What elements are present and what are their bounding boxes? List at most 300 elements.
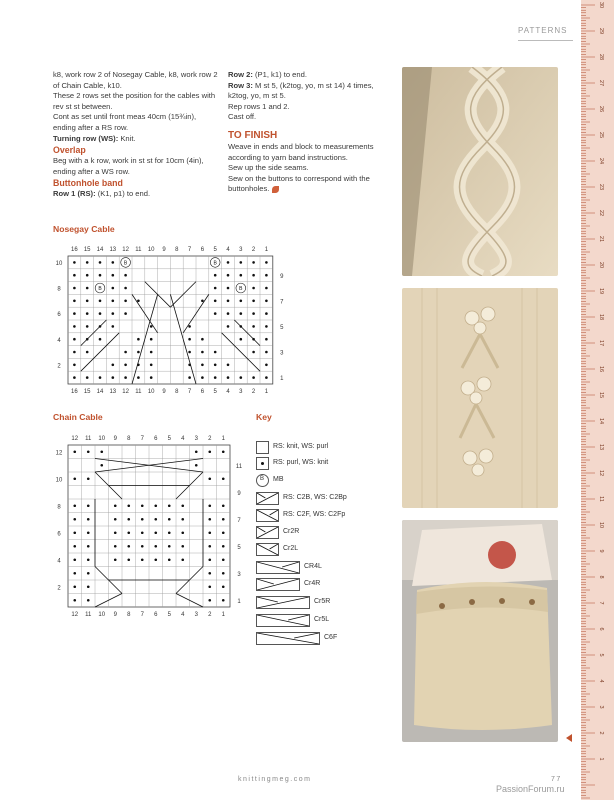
purl-dot: [214, 274, 217, 277]
col-number: 12: [122, 389, 129, 395]
section-label: PATTERNS: [518, 26, 568, 35]
page-number: 77: [551, 776, 562, 783]
cable-cushion-photo: [402, 67, 558, 276]
col-number: 2: [251, 247, 256, 253]
row-number: 5: [237, 544, 241, 551]
col-number: 8: [127, 436, 131, 442]
purl-dot: [73, 300, 76, 303]
purl-dot: [208, 518, 211, 521]
purl-dot: [240, 274, 243, 277]
ruler-label: 7: [598, 601, 604, 605]
nosegay-cushion-photo: [402, 288, 558, 508]
row3-label: Row 3:: [228, 80, 253, 90]
row-number: 2: [57, 585, 61, 592]
ruler-label: 5: [598, 653, 604, 657]
ruler-label: 24: [598, 157, 604, 165]
col-number: 6: [154, 436, 158, 442]
row-number: 8: [57, 504, 61, 511]
ruler-label: 29: [598, 27, 604, 35]
purl-dot: [127, 531, 130, 534]
purl-dot: [222, 504, 225, 507]
purl-dot: [112, 364, 115, 367]
overlap-text: Beg with a k row, work in st st for 10cm (4in), ending after a WS row.: [53, 156, 204, 176]
purl-dot: [252, 274, 255, 277]
col-number: 16: [71, 247, 78, 253]
key-swatch: [256, 457, 269, 470]
purl-dot: [222, 599, 225, 602]
row-number: 3: [280, 350, 284, 357]
turning-row-label: Turning row (WS):: [53, 133, 119, 143]
tape-measure: [581, 0, 614, 800]
finish-text-2: Sew up the side seams.: [228, 163, 309, 173]
purl-dot: [265, 351, 268, 354]
cable-symbol-icon: [257, 597, 309, 608]
row2-label: Row 2:: [228, 70, 253, 79]
key-swatch: [256, 632, 320, 645]
cable-symbol-icon: [257, 633, 319, 644]
col-number: 15: [83, 247, 91, 253]
col-number: 6: [154, 612, 158, 618]
row-number: 7: [237, 517, 241, 524]
row1-label: Row 1 (RS):: [53, 189, 96, 199]
intro-text: k8, work row 2 of Nosegay Cable, k8, work row 2 of Chain Cable, k10.: [53, 70, 218, 90]
watermark: PassionForum.ru: [496, 784, 565, 794]
purl-dot: [100, 464, 103, 467]
col-number: 4: [226, 247, 230, 253]
purl-dot: [201, 364, 204, 367]
purl-dot: [240, 312, 243, 315]
row-number: 1: [280, 376, 284, 383]
purl-dot: [73, 599, 76, 602]
col-number: 11: [135, 247, 142, 253]
purl-dot: [99, 338, 102, 341]
ruler-label: 8: [598, 575, 604, 579]
purl-dot: [240, 376, 243, 379]
ruler-label: 21: [598, 235, 604, 243]
row-number: 6: [57, 312, 61, 319]
purl-dot: [114, 518, 117, 521]
purl-dot: [87, 585, 90, 588]
ruler-label: 1: [598, 757, 604, 761]
purl-dot: [265, 364, 268, 367]
purl-dot: [208, 450, 211, 453]
finish-text-1: Weave in ends and block to measurements according to yarn band instructions.: [228, 141, 374, 162]
turning-row: [53, 134, 218, 145]
row-number: 12: [55, 450, 63, 457]
key-swatch: [256, 509, 279, 522]
footer-site: knittingmeg.com: [238, 776, 312, 783]
purl-dot: [208, 585, 211, 588]
cable-symbol-icon: [257, 562, 299, 573]
purl-dot: [214, 300, 217, 303]
purl-dot: [73, 261, 76, 264]
left-text-column: [53, 70, 218, 200]
purl-dot: [73, 558, 76, 561]
col-number: 4: [181, 612, 185, 618]
purl-dot: [114, 531, 117, 534]
purl-dot: [141, 545, 144, 548]
purl-dot: [112, 287, 115, 290]
ruler-label: 11: [598, 496, 604, 502]
purl-dot: [252, 261, 255, 264]
col-number: 2: [251, 389, 256, 395]
purl-dot: [99, 274, 102, 277]
purl-dot: [154, 531, 157, 534]
purl-dot: [137, 338, 140, 341]
purl-dot: [222, 477, 225, 480]
purl-dot: [73, 274, 76, 277]
purl-dot: [154, 558, 157, 561]
col-number: 16: [71, 389, 78, 395]
purl-dot: [168, 504, 171, 507]
end-leaf-icon: [272, 186, 279, 193]
purl-dot: [87, 450, 90, 453]
purl-dot: [99, 312, 102, 315]
purl-dot: [227, 261, 230, 264]
buttonhole-heading: Buttonhole band: [53, 178, 123, 189]
row3: [228, 81, 390, 102]
col-number: 2: [208, 612, 212, 618]
purl-dot: [127, 558, 130, 561]
finish-heading: TO FINISH: [228, 129, 278, 141]
key-label: C6F: [324, 634, 338, 641]
header-divider: [518, 40, 573, 41]
purl-dot: [141, 518, 144, 521]
col-number: 3: [194, 612, 198, 618]
purl-dot: [154, 518, 157, 521]
col-number: 12: [122, 247, 129, 253]
purl-dot: [252, 325, 255, 328]
ruler-label: 25: [598, 131, 604, 139]
purl-dot: [208, 477, 211, 480]
col-number: 10: [98, 436, 106, 442]
key-swatch: [256, 614, 310, 627]
purl-dot: [227, 376, 230, 379]
purl-dot: [87, 518, 90, 521]
key-swatch: [256, 543, 279, 556]
purl-dot: [181, 531, 184, 534]
col-number: 11: [85, 612, 92, 618]
purl-dot: [252, 300, 255, 303]
purl-dot: [73, 325, 76, 328]
purl-dot: [73, 450, 76, 453]
paragraph-2: These 2 rows set the position for the cables with rev st st between.: [53, 91, 216, 111]
ruler-label: 26: [598, 105, 604, 113]
cable-symbol-icon: [257, 510, 278, 521]
purl-dot: [195, 464, 198, 467]
buttonhole-row1: [53, 189, 218, 200]
purl-dot: [112, 312, 115, 315]
paragraph-3: Cont as set until front meas 40cm (15¾in), ending after a RS row.: [53, 112, 197, 132]
purl-dot: [208, 599, 211, 602]
purl-dot: [208, 504, 211, 507]
key-label: Cr5R: [314, 598, 331, 605]
key-swatch: [256, 596, 310, 609]
purl-dot: [86, 351, 89, 354]
purl-dot: [181, 545, 184, 548]
cable-symbol-icon: [257, 527, 278, 538]
purl-dot: [227, 312, 230, 315]
purl-dot: [137, 376, 140, 379]
purl-dot: [73, 364, 76, 367]
ruler-label: 14: [598, 417, 604, 425]
purl-dot: [124, 376, 127, 379]
purl-dot: [222, 531, 225, 534]
purl-dot: [137, 300, 140, 303]
nosegay-chart: [45, 238, 295, 403]
key-swatch: [256, 474, 269, 487]
purl-dot: [99, 376, 102, 379]
row-number: 7: [280, 299, 284, 306]
key-label: MB: [273, 476, 284, 483]
key-label: Cr2R: [283, 528, 300, 535]
purl-dot: [265, 287, 268, 290]
purl-dot: [112, 274, 115, 277]
purl-dot: [252, 312, 255, 315]
purl-dot: [73, 585, 76, 588]
col-number: 1: [221, 436, 225, 442]
col-number: 1: [221, 612, 225, 618]
purl-dot: [114, 504, 117, 507]
purl-dot: [73, 518, 76, 521]
col-number: 9: [113, 612, 117, 618]
ruler-label: 12: [598, 469, 604, 477]
row2-text: (P1, k1) to end.: [252, 70, 307, 79]
purl-dot: [240, 261, 243, 264]
row-number: 9: [237, 490, 241, 497]
purl-dot: [73, 338, 76, 341]
purl-dot: [214, 351, 217, 354]
purl-dot: [86, 312, 89, 315]
purl-dot: [141, 504, 144, 507]
purl-dot: [222, 518, 225, 521]
nosegay-title: Nosegay Cable: [53, 224, 115, 234]
key-swatch: [256, 561, 300, 574]
purl-dot: [137, 351, 140, 354]
purl-dot: [86, 300, 89, 303]
col-number: 3: [194, 436, 198, 442]
key-label: Cr5L: [314, 616, 330, 623]
purl-dot: [100, 450, 103, 453]
col-number: 12: [71, 436, 79, 442]
purl-dot: [208, 531, 211, 534]
purl-dot: [188, 338, 191, 341]
row-number: 1: [237, 598, 241, 605]
purl-dot: [114, 545, 117, 548]
purl-dot: [86, 325, 89, 328]
purl-dot: [168, 518, 171, 521]
purl-dot: [222, 572, 225, 575]
purl-dot: [112, 261, 115, 264]
col-number: 4: [226, 389, 230, 395]
overlap-heading: Overlap: [53, 145, 86, 156]
turning-row-text: Knit.: [118, 133, 136, 143]
purl-dot: [86, 376, 89, 379]
cable-symbol-icon: [257, 615, 309, 626]
row-number: 11: [235, 463, 243, 470]
key-label: RS: knit, WS: purl: [273, 443, 329, 450]
right-text-column: [228, 70, 390, 195]
row-number: 4: [57, 337, 61, 344]
key-label: RS: purl, WS: knit: [273, 459, 329, 466]
mb-symbol: B: [260, 476, 265, 482]
cast-off-text: Cast off.: [228, 112, 257, 122]
row-number: 10: [55, 477, 63, 484]
purl-dot: [150, 325, 153, 328]
purl-dot: [188, 351, 191, 354]
purl-dot: [265, 261, 268, 264]
ruler-label: 27: [598, 79, 604, 87]
key-swatch: [256, 441, 269, 454]
purl-dot: [112, 325, 115, 328]
ruler-label: 17: [598, 339, 604, 347]
purl-dot: [73, 477, 76, 480]
col-number: 7: [140, 436, 144, 442]
purl-dot: [222, 450, 225, 453]
row-number: 4: [57, 558, 61, 565]
purl-dot: [208, 545, 211, 548]
bobble-label: B: [123, 260, 128, 267]
ruler-label: 16: [598, 365, 604, 373]
ruler-ticks: [581, 0, 614, 800]
key-label: CR4L: [304, 563, 322, 570]
purl-dot: [240, 338, 243, 341]
purl-dot: [86, 287, 89, 290]
chain-title: Chain Cable: [53, 412, 103, 422]
purl-dot: [73, 572, 76, 575]
purl-dot: [168, 531, 171, 534]
purl-dot: [154, 504, 157, 507]
col-number: 6: [200, 389, 205, 395]
col-number: 5: [167, 436, 171, 442]
ruler-label: 3: [598, 705, 604, 709]
purl-dot: [73, 531, 76, 534]
col-number: 5: [213, 389, 217, 395]
col-number: 10: [147, 389, 155, 395]
purl-dot: [150, 376, 153, 379]
ruler-label: 30: [598, 1, 604, 9]
purl-dot: [265, 274, 268, 277]
purl-dot: [87, 558, 90, 561]
col-number: 1: [264, 247, 269, 253]
purl-dot: [73, 545, 76, 548]
purl-dot: [87, 572, 90, 575]
ruler-label: 6: [598, 627, 604, 631]
page-marker-icon: [566, 734, 572, 742]
purl-dot: [112, 376, 115, 379]
ruler-label: 18: [598, 313, 604, 321]
row2: [228, 70, 390, 81]
col-number: 7: [187, 389, 192, 395]
key-label: Cr4R: [304, 580, 321, 587]
col-number: 2: [208, 436, 212, 442]
purl-dot: [214, 312, 217, 315]
purl-dot: [87, 504, 90, 507]
purl-dot: [252, 287, 255, 290]
purl-dot: [188, 376, 191, 379]
purl-dot: [87, 599, 90, 602]
purl-dot: [154, 545, 157, 548]
repeat-text: Rep rows 1 and 2.: [228, 101, 290, 111]
key-swatch: [256, 492, 279, 505]
col-number: 14: [96, 389, 104, 395]
cable-symbol-icon: [257, 493, 278, 504]
col-number: 6: [200, 247, 205, 253]
purl-dot: [188, 325, 191, 328]
row-number: 3: [237, 571, 241, 578]
purl-dot: [124, 287, 127, 290]
row-number: 10: [55, 260, 63, 267]
col-number: 9: [162, 247, 166, 253]
ruler-label: 2: [598, 731, 604, 735]
col-number: 15: [83, 389, 91, 395]
purl-dot: [168, 558, 171, 561]
ruler-label: 4: [598, 679, 604, 683]
purl-dot: [227, 325, 230, 328]
purl-dot: [73, 312, 76, 315]
purl-dot: [265, 312, 268, 315]
purl-dot: [201, 351, 204, 354]
col-number: 8: [175, 247, 179, 253]
purl-dot: [214, 364, 217, 367]
col-number: 11: [85, 436, 92, 442]
col-number: 10: [147, 247, 155, 253]
ruler-label: 15: [598, 391, 604, 399]
purl-dot: [227, 364, 230, 367]
purl-dot: [201, 376, 204, 379]
purl-dot: [112, 300, 115, 303]
col-number: 10: [98, 612, 106, 618]
col-number: 9: [113, 436, 117, 442]
col-number: 5: [213, 247, 217, 253]
col-number: 13: [109, 389, 117, 395]
key-swatch: [256, 578, 300, 591]
col-number: 13: [109, 247, 117, 253]
purl-dot: [222, 558, 225, 561]
purl-dot: [208, 572, 211, 575]
col-number: 8: [127, 612, 131, 618]
purl-dot: [240, 300, 243, 303]
purl-dot: [195, 450, 198, 453]
key-label: RS: C2F, WS: C2Fp: [283, 511, 346, 518]
col-number: 7: [140, 612, 144, 618]
ruler-label: 19: [598, 287, 604, 295]
purl-dot: [227, 274, 230, 277]
ruler-label: 9: [598, 549, 604, 553]
purl-dot: [86, 261, 89, 264]
purl-dot: [265, 325, 268, 328]
key-label: RS: C2B, WS: C2Bp: [283, 494, 347, 501]
ruler-label: 28: [598, 53, 604, 61]
col-number: 8: [175, 389, 179, 395]
purl-dot: [252, 351, 255, 354]
row1-text: (K1, p1) to end.: [95, 189, 151, 199]
col-number: 5: [167, 612, 171, 618]
key-swatch: [256, 526, 279, 539]
purl-dot: [114, 558, 117, 561]
row3-text: M st 5, (k2tog, yo, m st 14) 4 times, k2tog, yo, m st 5.: [228, 80, 374, 101]
col-number: 12: [71, 612, 79, 618]
purl-dot: [124, 364, 127, 367]
ruler-label: 10: [598, 521, 604, 529]
key-label: Cr2L: [283, 545, 299, 552]
bobble-label: B: [98, 286, 102, 292]
purl-dot: [150, 351, 153, 354]
col-number: 4: [181, 436, 185, 442]
row-number: 8: [57, 286, 61, 293]
key-title: Key: [256, 412, 272, 422]
finish-text-3-span: Sew on the buttons to correspond with the buttonholes.: [228, 173, 370, 194]
